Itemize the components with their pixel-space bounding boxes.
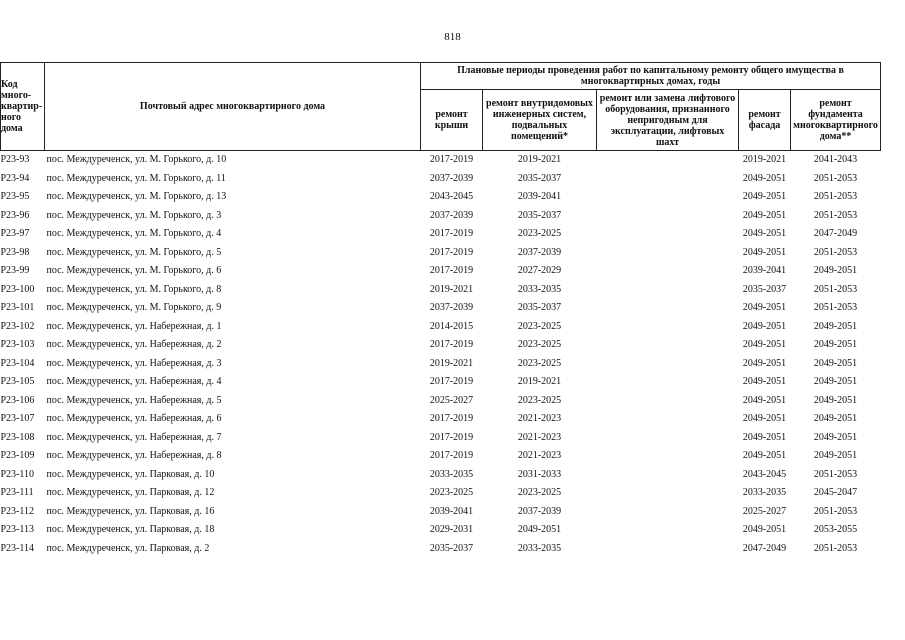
cell-code: Р23-103 <box>0 339 35 351</box>
cell-elevator <box>597 540 739 559</box>
page-number: 818 <box>444 31 461 43</box>
cell-facade: 2049-2051 <box>742 246 787 258</box>
header-foundation: ремонт фундамента многоквартирного дома** <box>791 90 881 151</box>
cell-code: Р23-98 <box>0 246 30 258</box>
cell-code: Р23-97 <box>0 228 30 240</box>
table-row <box>1 373 881 392</box>
cell-elevator <box>597 392 739 411</box>
cell-elevator <box>597 429 739 448</box>
cell-engineering: 2035-2037 <box>517 209 562 221</box>
cell-foundation: 2051-2053 <box>813 542 858 554</box>
cell-roof: 2029-2031 <box>429 524 474 536</box>
cell-address: пос. Междуреченск, ул. Парковая, д. 10 <box>46 468 215 480</box>
cell-foundation: 2049-2051 <box>813 394 858 406</box>
cell-facade: 2049-2051 <box>742 394 787 406</box>
cell-facade: 2049-2051 <box>742 376 787 388</box>
cell-code: Р23-114 <box>0 542 35 554</box>
table-row <box>1 392 881 411</box>
header-code <box>1 63 45 151</box>
cell-address: пос. Междуреченск, ул. Парковая, д. 18 <box>46 524 215 536</box>
cell-elevator <box>597 466 739 485</box>
cell-engineering: 2021-2023 <box>517 413 562 425</box>
cell-foundation: 2049-2051 <box>813 320 858 332</box>
cell-address: пос. Междуреченск, ул. Набережная, д. 7 <box>46 431 222 443</box>
header-engineering: ремонт внутридомовых инженерных систем, подвальных помещений* <box>483 90 597 151</box>
cell-roof: 2039-2041 <box>429 505 474 517</box>
cell-foundation: 2051-2053 <box>813 468 858 480</box>
cell-address: пос. Междуреченск, ул. М. Горького, д. 8 <box>46 283 222 295</box>
cell-elevator <box>597 207 739 226</box>
cell-elevator <box>597 188 739 207</box>
cell-address: пос. Междуреченск, ул. М. Горького, д. 5 <box>46 246 222 258</box>
cell-engineering: 2027-2029 <box>517 265 562 277</box>
table-row <box>1 281 881 300</box>
cell-facade: 2049-2051 <box>742 357 787 369</box>
cell-address: пос. Междуреченск, ул. Парковая, д. 12 <box>46 487 215 499</box>
cell-facade: 2025-2027 <box>742 505 787 517</box>
cell-elevator <box>597 318 739 337</box>
cell-foundation: 2051-2053 <box>813 172 858 184</box>
cell-code: Р23-93 <box>0 154 30 166</box>
cell-roof: 2019-2021 <box>429 357 474 369</box>
cell-engineering: 2023-2025 <box>517 394 562 406</box>
cell-address: пос. Междуреченск, ул. Набережная, д. 8 <box>46 450 222 462</box>
cell-roof: 2017-2019 <box>429 228 474 240</box>
cell-engineering: 2037-2039 <box>517 505 562 517</box>
cell-roof: 2037-2039 <box>429 302 474 314</box>
cell-code: Р23-107 <box>0 413 35 425</box>
cell-elevator <box>597 447 739 466</box>
cell-facade: 2049-2051 <box>742 524 787 536</box>
cell-foundation: 2049-2051 <box>813 339 858 351</box>
cell-engineering: 2035-2037 <box>517 172 562 184</box>
cell-code: Р23-111 <box>0 487 34 499</box>
table-row <box>1 151 881 170</box>
cell-address: пос. Междуреченск, ул. М. Горького, д. 3 <box>46 209 222 221</box>
cell-roof: 2017-2019 <box>429 265 474 277</box>
cell-address: пос. Междуреченск, ул. Парковая, д. 2 <box>46 542 210 554</box>
cell-address: пос. Междуреченск, ул. Парковая, д. 16 <box>46 505 215 517</box>
cell-engineering: 2021-2023 <box>517 450 562 462</box>
cell-foundation: 2049-2051 <box>813 376 858 388</box>
header-roof: ремонт крыши <box>421 90 483 151</box>
cell-facade: 2049-2051 <box>742 450 787 462</box>
table-row <box>1 484 881 503</box>
cell-foundation: 2049-2051 <box>813 431 858 443</box>
header-facade: ремонт фасада <box>739 90 791 151</box>
cell-engineering: 2037-2039 <box>517 246 562 258</box>
cell-facade: 2049-2051 <box>742 320 787 332</box>
cell-facade: 2039-2041 <box>742 265 787 277</box>
cell-facade: 2049-2051 <box>742 413 787 425</box>
header-elevator: ремонт или замена лифтового оборудования, признанного непригодным для эксплуатации, лифтовых шахт <box>597 90 739 151</box>
cell-code: Р23-113 <box>0 524 35 536</box>
cell-roof: 2014-2015 <box>429 320 474 332</box>
cell-foundation: 2051-2053 <box>813 246 858 258</box>
cell-code: Р23-106 <box>0 394 35 406</box>
table-row <box>1 336 881 355</box>
table-row <box>1 521 881 540</box>
cell-address: пос. Междуреченск, ул. М. Горького, д. 6 <box>46 265 222 277</box>
cell-code: Р23-108 <box>0 431 35 443</box>
cell-facade: 2049-2051 <box>742 339 787 351</box>
cell-code: Р23-100 <box>0 283 35 295</box>
cell-code: Р23-109 <box>0 450 35 462</box>
cell-code: Р23-105 <box>0 376 35 388</box>
cell-code: Р23-99 <box>0 265 30 277</box>
cell-foundation: 2049-2051 <box>813 450 858 462</box>
cell-address: пос. Междуреченск, ул. Набережная, д. 2 <box>46 339 222 351</box>
cell-elevator <box>597 373 739 392</box>
table-row <box>1 170 881 189</box>
header-code-line-1: Код <box>1 79 18 90</box>
cell-facade: 2049-2051 <box>742 431 787 443</box>
cell-engineering: 2031-2033 <box>517 468 562 480</box>
cell-address: пос. Междуреченск, ул. Набережная, д. 6 <box>46 413 222 425</box>
cell-roof: 2017-2019 <box>429 431 474 443</box>
cell-code: Р23-101 <box>0 302 35 314</box>
cell-code: Р23-95 <box>0 191 30 203</box>
cell-code: Р23-110 <box>0 468 35 480</box>
cell-foundation: 2049-2051 <box>813 357 858 369</box>
cell-facade: 2049-2051 <box>742 302 787 314</box>
cell-elevator <box>597 503 739 522</box>
cell-address: пос. Междуреченск, ул. М. Горького, д. 11 <box>46 172 226 184</box>
cell-engineering: 2023-2025 <box>517 357 562 369</box>
cell-address: пос. Междуреченск, ул. М. Горького, д. 13 <box>46 191 227 203</box>
header-code-line-5: дома <box>1 123 23 134</box>
cell-address: пос. Междуреченск, ул. Набережная, д. 5 <box>46 394 222 406</box>
table-row <box>1 244 881 263</box>
cell-engineering: 2019-2021 <box>517 376 562 388</box>
table-row <box>1 225 881 244</box>
cell-address: пос. Междуреченск, ул. М. Горького, д. 4 <box>46 228 222 240</box>
header-periods-group: Плановые периоды проведения работ по капитальному ремонту общего имущества в многоквартирных домах, годы <box>421 63 881 90</box>
cell-elevator <box>597 262 739 281</box>
cell-address: пос. Междуреченск, ул. Набережная, д. 3 <box>46 357 222 369</box>
capital-repair-table <box>0 62 881 558</box>
cell-elevator <box>597 244 739 263</box>
cell-code: Р23-94 <box>0 172 30 184</box>
cell-facade: 2043-2045 <box>742 468 787 480</box>
cell-engineering: 2023-2025 <box>517 320 562 332</box>
cell-roof: 2017-2019 <box>429 450 474 462</box>
cell-foundation: 2049-2051 <box>813 265 858 277</box>
table-row <box>1 355 881 374</box>
cell-roof: 2017-2019 <box>429 413 474 425</box>
table-row <box>1 188 881 207</box>
cell-elevator <box>597 281 739 300</box>
cell-foundation: 2051-2053 <box>813 191 858 203</box>
cell-facade: 2049-2051 <box>742 172 787 184</box>
cell-code: Р23-96 <box>0 209 30 221</box>
table-row <box>1 318 881 337</box>
cell-roof: 2017-2019 <box>429 154 474 166</box>
cell-foundation: 2053-2055 <box>813 524 858 536</box>
cell-roof: 2025-2027 <box>429 394 474 406</box>
cell-roof: 2017-2019 <box>429 246 474 258</box>
cell-engineering: 2019-2021 <box>517 154 562 166</box>
cell-elevator <box>597 336 739 355</box>
cell-roof: 2037-2039 <box>429 209 474 221</box>
table-row <box>1 299 881 318</box>
table-row <box>1 466 881 485</box>
table-row <box>1 447 881 466</box>
cell-facade: 2049-2051 <box>742 191 787 203</box>
table-row <box>1 410 881 429</box>
cell-facade: 2049-2051 <box>742 209 787 221</box>
cell-foundation: 2049-2051 <box>813 413 858 425</box>
cell-foundation: 2051-2053 <box>813 209 858 221</box>
cell-facade: 2047-2049 <box>742 542 787 554</box>
cell-roof: 2023-2025 <box>429 487 474 499</box>
cell-address: пос. Междуреченск, ул. М. Горького, д. 10 <box>46 154 227 166</box>
table-row <box>1 429 881 448</box>
cell-elevator <box>597 299 739 318</box>
cell-roof: 2033-2035 <box>429 468 474 480</box>
cell-foundation: 2051-2053 <box>813 505 858 517</box>
cell-elevator <box>597 521 739 540</box>
cell-elevator <box>597 410 739 429</box>
header-code-line-4: ного <box>1 112 22 123</box>
cell-elevator <box>597 170 739 189</box>
cell-engineering: 2023-2025 <box>517 487 562 499</box>
cell-elevator <box>597 484 739 503</box>
cell-engineering: 2049-2051 <box>517 524 562 536</box>
table-row <box>1 207 881 226</box>
cell-foundation: 2045-2047 <box>813 487 858 499</box>
cell-roof: 2043-2045 <box>429 191 474 203</box>
cell-roof: 2019-2021 <box>429 283 474 295</box>
cell-roof: 2037-2039 <box>429 172 474 184</box>
cell-engineering: 2021-2023 <box>517 431 562 443</box>
cell-roof: 2017-2019 <box>429 339 474 351</box>
cell-foundation: 2051-2053 <box>813 283 858 295</box>
cell-elevator <box>597 151 739 170</box>
cell-address: пос. Междуреченск, ул. Набережная, д. 4 <box>46 376 222 388</box>
header-address: Почтовый адрес многоквартирного дома <box>45 63 421 151</box>
cell-code: Р23-112 <box>0 505 35 517</box>
cell-foundation: 2041-2043 <box>813 154 858 166</box>
cell-facade: 2019-2021 <box>742 154 787 166</box>
cell-engineering: 2039-2041 <box>517 191 562 203</box>
cell-code: Р23-104 <box>0 357 35 369</box>
cell-foundation: 2047-2049 <box>813 228 858 240</box>
cell-foundation: 2051-2053 <box>813 302 858 314</box>
cell-engineering: 2035-2037 <box>517 302 562 314</box>
table-row <box>1 503 881 522</box>
cell-roof: 2017-2019 <box>429 376 474 388</box>
header-code-line-3: квартир- <box>1 101 43 112</box>
cell-facade: 2033-2035 <box>742 487 787 499</box>
cell-elevator <box>597 355 739 374</box>
table-row <box>1 262 881 281</box>
cell-roof: 2035-2037 <box>429 542 474 554</box>
cell-engineering: 2023-2025 <box>517 228 562 240</box>
cell-engineering: 2023-2025 <box>517 339 562 351</box>
table-row <box>1 540 881 559</box>
cell-address: пос. Междуреченск, ул. М. Горького, д. 9 <box>46 302 222 314</box>
cell-address: пос. Междуреченск, ул. Набережная, д. 1 <box>46 320 222 332</box>
cell-facade: 2049-2051 <box>742 228 787 240</box>
cell-facade: 2035-2037 <box>742 283 787 295</box>
cell-elevator <box>597 225 739 244</box>
table-body <box>1 151 881 559</box>
cell-engineering: 2033-2035 <box>517 283 562 295</box>
header-code-line-2: много- <box>1 90 32 101</box>
cell-code: Р23-102 <box>0 320 35 332</box>
cell-engineering: 2033-2035 <box>517 542 562 554</box>
